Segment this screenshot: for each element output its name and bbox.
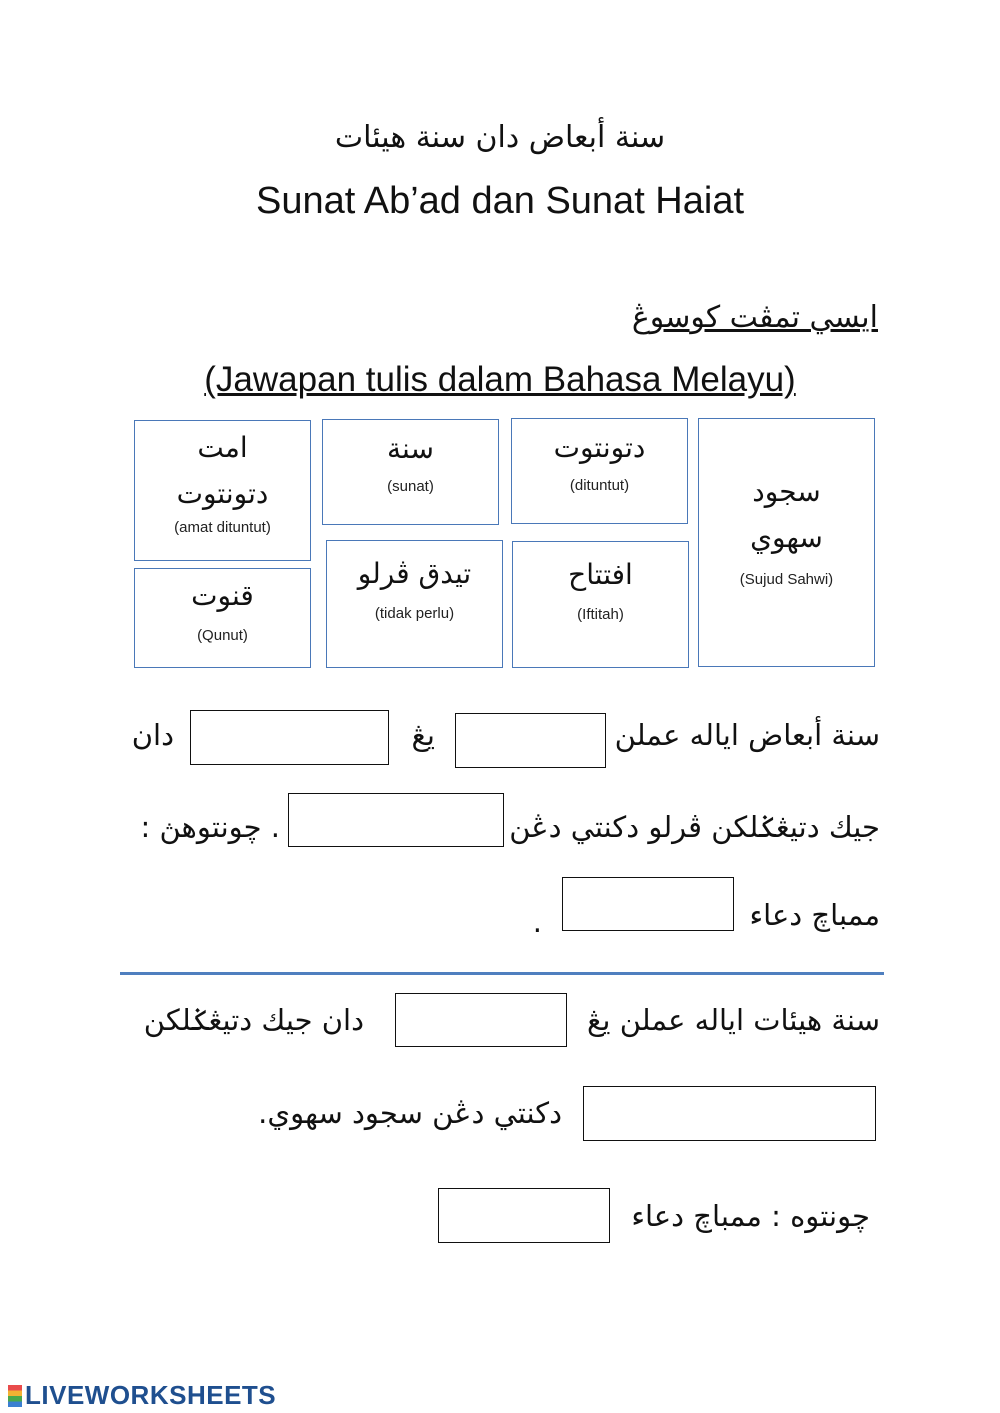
- instruction-latin-wrap: [0, 360, 1000, 400]
- s2-line1-start: سنة هيئات اياله عملن يڠ: [586, 1003, 880, 1037]
- word-latin: (dituntut): [569, 477, 630, 494]
- word-arabic: سنة: [387, 432, 434, 465]
- word-latin: (Qunut): [197, 627, 248, 644]
- answer-box-6[interactable]: [583, 1086, 876, 1141]
- word-arabic: تيدق ڤرلو: [357, 557, 472, 590]
- s1-line1-mid: يڠ: [411, 718, 435, 752]
- answer-box-4[interactable]: [562, 877, 734, 931]
- s1-line2-start: جيك دتيڠݢلكن ڤرلو دكنتي دڠن: [509, 810, 880, 844]
- instruction-arabic: ايسي تمڤت كوسوڠ: [631, 300, 878, 335]
- word-bank-qunut: [134, 568, 311, 668]
- answer-box-2[interactable]: [190, 710, 389, 765]
- word-latin: (amat dituntut): [174, 519, 271, 536]
- word-latin: (sunat): [387, 478, 434, 495]
- page-title: Sunat Ab’ad dan Sunat Haiat: [255, 180, 745, 222]
- word-bank-iftitah: [512, 541, 689, 668]
- word-arabic: قنوت: [191, 579, 254, 612]
- instruction-latin: (Jawapan tulis dalam Bahasa Melayu): [204, 360, 796, 399]
- s1-line3-end: .: [532, 905, 542, 939]
- s1-line1-end: دان: [131, 718, 174, 752]
- page-title-arabic: سنة أبعاض دان سنة هيئات: [334, 120, 666, 155]
- word-bank-tidak-perlu: [326, 540, 503, 668]
- s2-line2-start: دكنتي دڠن سجود سهوي.: [258, 1096, 562, 1130]
- answer-box-7[interactable]: [438, 1188, 610, 1243]
- word-arabic: امت دتونتوت: [176, 431, 269, 510]
- word-bank-sujud-sahwi: [698, 418, 875, 667]
- s1-line2-end: . چونتوهڽ :: [140, 810, 280, 844]
- s1-line3-start: ممباچ دعاء: [749, 898, 880, 932]
- word-latin: (tidak perlu): [374, 605, 455, 622]
- word-bank-amat-dituntut: [134, 420, 311, 561]
- s2-line3-start: چونتوه : ممباچ دعاء: [631, 1199, 870, 1233]
- logo-text: LIVEWORKSHEETS: [25, 1380, 277, 1410]
- s1-line1-start: سنة أبعاض اياله عملن: [614, 718, 880, 752]
- logo-icon: [8, 1385, 22, 1407]
- answer-box-3[interactable]: [288, 793, 504, 847]
- word-bank-dituntut: [511, 418, 688, 524]
- word-latin: (Sujud Sahwi): [739, 571, 834, 588]
- word-latin: (Iftitah): [577, 606, 624, 623]
- word-arabic: سجود سهوي: [750, 475, 823, 554]
- word-arabic: دتونتوت: [553, 431, 646, 464]
- answer-box-5[interactable]: [395, 993, 567, 1047]
- liveworksheets-logo: [8, 1380, 276, 1411]
- word-bank-sunat: [322, 419, 499, 525]
- answer-box-1[interactable]: [455, 713, 606, 768]
- s2-line1-end: دان جيك دتيڠݢلكن: [143, 1003, 364, 1037]
- word-arabic: افتتاح: [568, 558, 633, 591]
- section-divider: [120, 972, 884, 975]
